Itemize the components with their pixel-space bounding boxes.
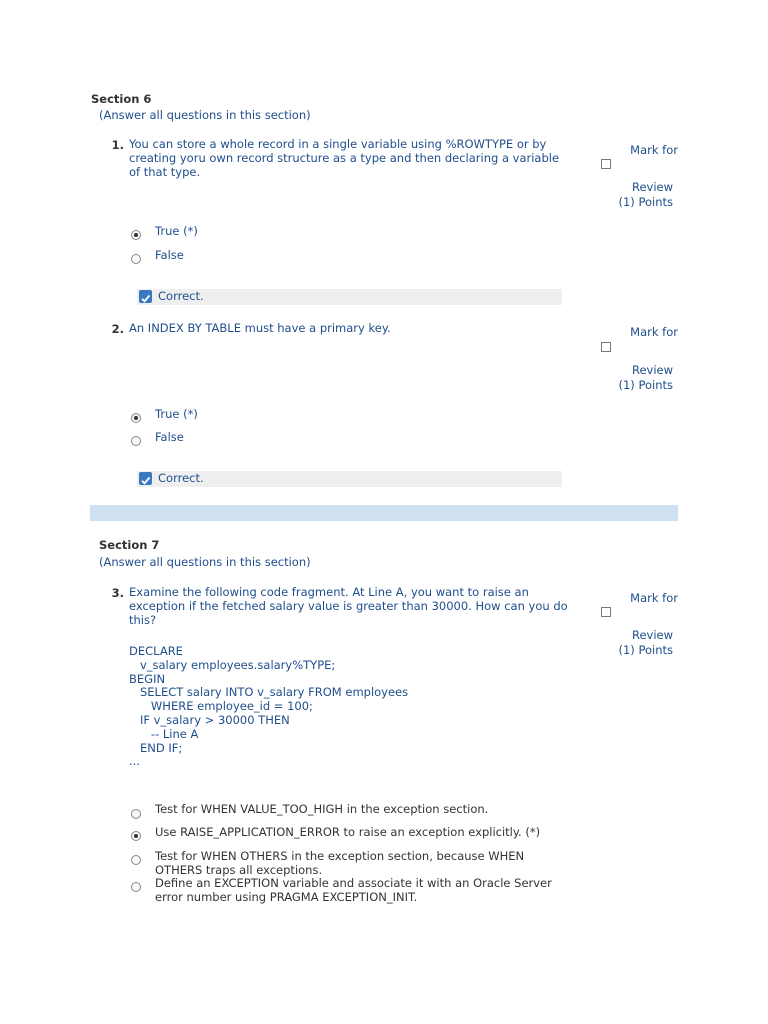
question-2-text: An INDEX BY TABLE must have a primary key. [129, 321, 391, 335]
question-2-option-1-radio[interactable] [131, 413, 141, 423]
section-7-subtitle: (Answer all questions in this section) [99, 555, 311, 569]
question-3-option-4-label: Define an EXCEPTION variable and associate it with an Oracle Server error number using PRAGMA EXCEPTION_INIT. [155, 876, 552, 904]
question-3-text: Examine the following code fragment. At Line A, you want to raise an exception if the fetched salary value is greater than 30000. How can you do this? [129, 585, 568, 627]
question-2-mark-for: Mark for [630, 325, 678, 339]
section-divider [90, 505, 678, 521]
question-3-option-2-radio[interactable] [131, 831, 141, 841]
question-3-points: (1) Points [618, 643, 673, 657]
question-1-correct-label: Correct. [158, 289, 204, 303]
question-1-review: Review [631, 180, 673, 194]
question-3-option-1-label: Test for WHEN VALUE_TOO_HIGH in the exception section. [155, 802, 489, 816]
question-2-mark-review-checkbox[interactable] [601, 342, 611, 352]
question-2-review: Review [631, 363, 673, 377]
question-1-option-1-label: True (*) [155, 224, 198, 238]
question-1-option-1-radio[interactable] [131, 230, 141, 240]
question-2-option-1-label: True (*) [155, 407, 198, 421]
question-3-review: Review [631, 628, 673, 642]
question-1-mark-review-checkbox[interactable] [601, 159, 611, 169]
question-1-mark-for: Mark for [630, 143, 678, 157]
question-3-code: DECLARE v_salary employees.salary%TYPE; BEGIN SELECT salary INTO v_salary FROM employees WHERE employee_id = 100; IF v_salary > 30000 THEN -- Line A END IF; ... [129, 644, 409, 769]
question-3-option-1-radio[interactable] [131, 809, 141, 819]
question-3-mark-review-checkbox[interactable] [601, 607, 611, 617]
question-2-option-2-radio[interactable] [131, 436, 141, 446]
question-1-option-2-label: False [155, 248, 184, 262]
question-2-correct-label: Correct. [158, 471, 204, 485]
question-3-option-4-radio[interactable] [131, 882, 141, 892]
question-3-option-2-label: Use RAISE_APPLICATION_ERROR to raise an exception explicitly. (*) [155, 825, 541, 839]
section-6-title: Section 6 [91, 92, 152, 106]
check-icon [139, 472, 152, 485]
section-7-title: Section 7 [99, 538, 160, 552]
question-3-mark-for: Mark for [630, 591, 678, 605]
question-2-points: (1) Points [618, 378, 673, 392]
question-3-option-3-label: Test for WHEN OTHERS in the exception section, because WHEN OTHERS traps all exceptions. [155, 849, 525, 877]
section-6-subtitle: (Answer all questions in this section) [99, 108, 311, 122]
question-3-number: 3. [111, 586, 124, 600]
question-1-points: (1) Points [618, 195, 673, 209]
question-2-option-2-label: False [155, 430, 184, 444]
question-2-number: 2. [111, 322, 124, 336]
question-1-number: 1. [111, 138, 124, 152]
question-3-option-3-radio[interactable] [131, 855, 141, 865]
question-1-text: You can store a whole record in a single variable using %ROWTYPE or by creating yoru own record structure as a type and then declaring a variable of that type. [129, 137, 560, 179]
question-1-option-2-radio[interactable] [131, 254, 141, 264]
check-icon [139, 290, 152, 303]
